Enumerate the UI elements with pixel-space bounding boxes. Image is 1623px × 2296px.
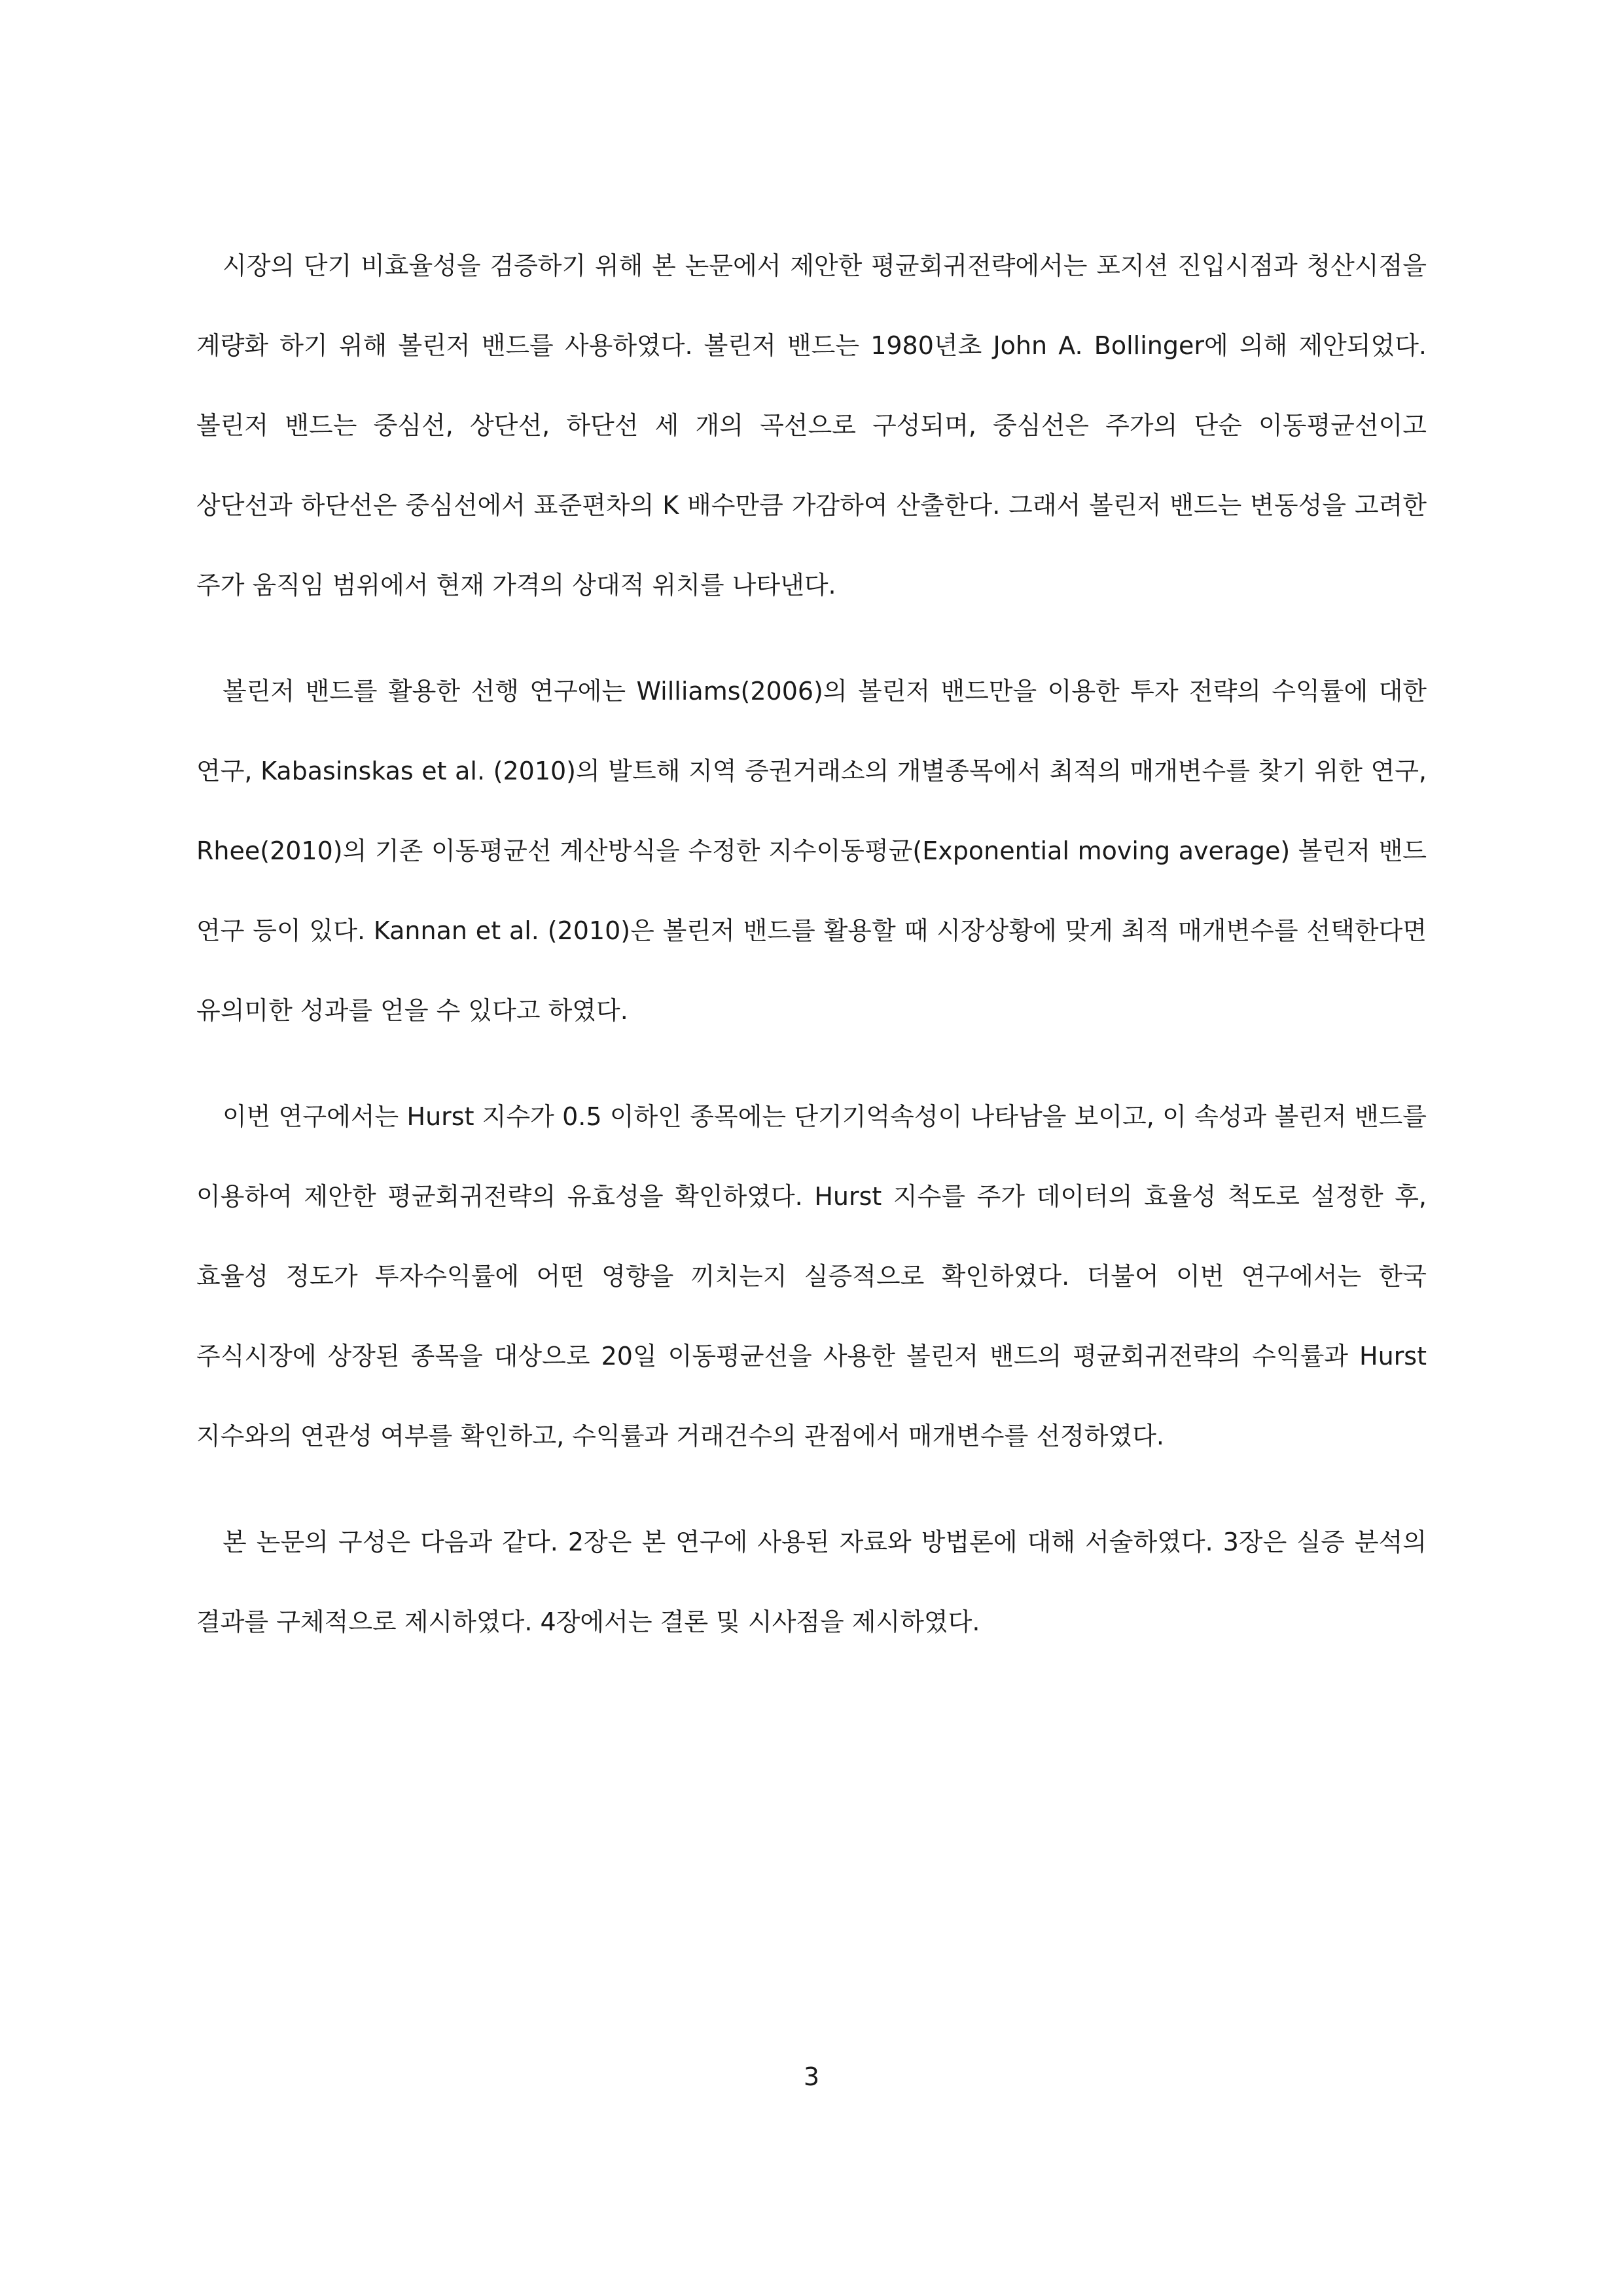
body-text xyxy=(196,226,1427,1688)
paragraph-this-study: 이번 연구에서는 Hurst 지수가 0.5 이하인 종목에는 단기기억속성이 나타남을 보이고, 이 속성과 볼린저 밴드를 이용하여 제안한 평균회귀전략의 유효성을 확인하였다. Hurst 지수를 주가 데이터의 효율성 척도로 설정한 후, 효율성 정도가 투자수익률에 어떤 영향을 끼치는지 실증적으로 확인하였다. 더불어 이번 연구에서는 한국 주식시장에 상장된 종목을 대상으로 20일 이동평균선을 사용한 볼린저 밴드의 평균회귀전략의 수익률과 Hurst 지수와의 연관성 여부를 확인하고, 수익률과 거래건수의 관점에서 매개변수를 선정하였다. xyxy=(196,1102,1427,1450)
paragraph-bollinger-band-intro: 시장의 단기 비효율성을 검증하기 위해 본 논문에서 제안한 평균회귀전략에서는 포지션 진입시점과 청산시점을 계량화 하기 위해 볼린저 밴드를 사용하였다. 볼린저 밴드는 1980년초 John A. Bollinger에 의해 제안되었다. 볼린저 밴드는 중심선, 상단선, 하단선 세 개의 곡선으로 구성되며, 중심선은 주가의 단순 이동평균선이고 상단선과 하단선은 중심선에서 표준편차의 K 배수만큼 가감하여 산출한다. 그래서 볼린저 밴드는 변동성을 고려한 주가 움직임 범위에서 현재 가격의 상대적 위치를 나타낸다. xyxy=(196,251,1427,600)
paragraph-paper-structure: 본 논문의 구성은 다음과 같다. 2장은 본 연구에 사용된 자료와 방법론에 대해 서술하였다. 3장은 실증 분석의 결과를 구체적으로 제시하였다. 4장에서는 결론 및 시사점을 제시하였다. xyxy=(196,1528,1427,1636)
page-number: 3 xyxy=(803,2062,820,2091)
paragraph-prior-research: 볼린저 밴드를 활용한 선행 연구에는 Williams(2006)의 볼린저 밴드만을 이용한 투자 전략의 수익률에 대한 연구, Kabasinskas et al. (2010)의 발트해 지역 증권거래소의 개별종목에서 최적의 매개변수를 찾기 위한 연구, Rhee(2010)의 기존 이동평균선 계산방식을 수정한 지수이동평균(Exponential moving average) 볼린저 밴드 연구 등이 있다. Kannan et al. (2010)은 볼린저 밴드를 활용할 때 시장상황에 맞게 최적 매개변수를 선택한다면 유의미한 성과를 얻을 수 있다고 하였다. xyxy=(196,677,1427,1025)
